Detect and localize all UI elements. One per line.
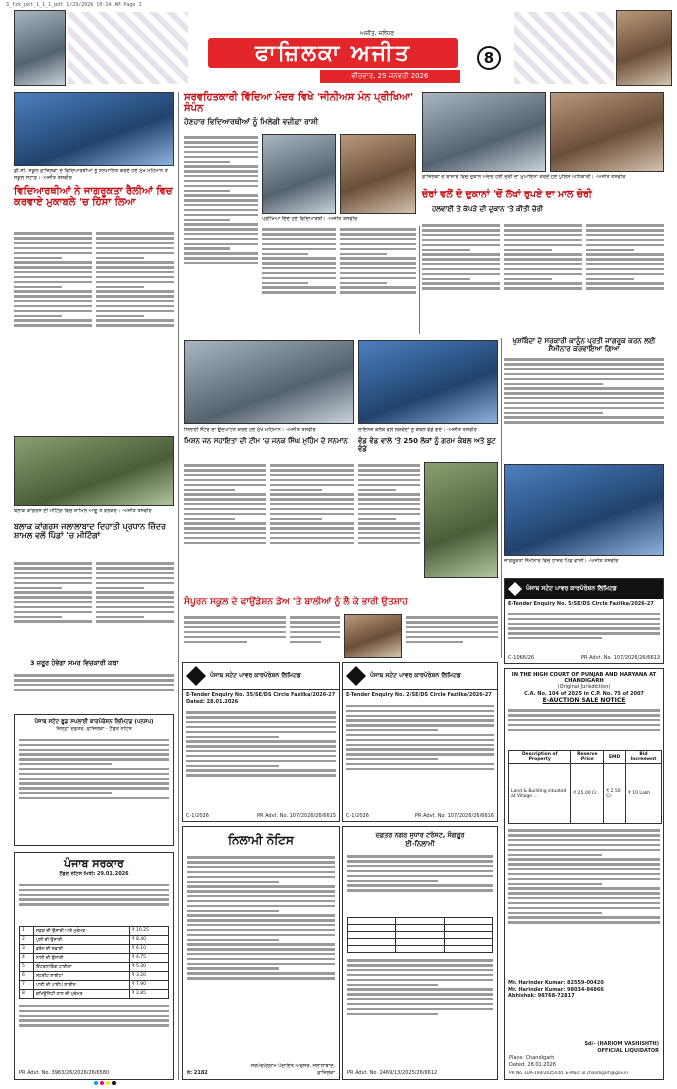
shop-theft-body-col2 (504, 222, 582, 330)
pspcl-left-adv: PR Advt. No. 107/2026/26/6615 (257, 812, 336, 819)
genius-exam-headline: ਸਰਵਹਿਤਕਾਰੀ ਵਿੱਦਿਆ ਮੰਦਰ ਵਿਖੇ 'ਜੀਨੀਅਸ ਮੰਨ ਪ੍ਰੀਖਿਆ' ਸੰਪੰਨ (184, 92, 414, 114)
pspcl-center-code: C-1/2026 (346, 812, 369, 819)
registration-magenta-dot (100, 1081, 104, 1085)
nilami-title: ਨਿਲਾਮੀ ਨੋਟਿਸ (228, 833, 294, 847)
clock-tower-illustration (14, 10, 66, 86)
pspcl-top-right-code: C-1066/26 (508, 654, 535, 661)
school-foundation-body-col1 (184, 614, 286, 658)
registration-yellow-dot (106, 1081, 110, 1085)
sewing-centre-caption: ਸਿਲਾਈ ਸੈਂਟਰ ਦਾ ਉਦਘਾਟਨ ਕਰਦੇ ਹੋਏ ਮੁੱਖ ਮਹਿਮਾਨ। -ਅਜੀਤ ਤਸਵੀਰ (184, 427, 316, 433)
notice-left-title: ਪੰਜਾਬ ਸਟੇਟ ਫੂਡ ਸਪਲਾਈ ਕਾਰਪੋਰੇਸ਼ਨ ਲਿਮਿਟਡ (ਪਨਸਪ) (34, 719, 154, 725)
pspcl-top-right-title: ਪੰਜਾਬ ਸਟੇਟ ਪਾਵਰ ਕਾਰਪੋਰੇਸ਼ਨ ਲਿਮਿਟਡ (526, 585, 617, 592)
notice-left-subtitle: ਜ਼ਿਲ੍ਹਾ ਦਫ਼ਤਰ, ਫ਼ਾਜ਼ਿਲਕਾ - ਟੈਂਡਰ ਨੋਟਿਸ (56, 726, 132, 732)
blanket-distribution-photo (358, 340, 498, 424)
table-cell: 8 (20, 989, 34, 998)
masthead-date: ਵੀਰਵਾਰ, 29 ਜਨਵਰੀ 2026 (320, 70, 460, 83)
high-court-signatory-title: OFFICIAL LIQUIDATOR (597, 1047, 659, 1054)
table-header: Reserve Price (571, 751, 604, 764)
high-court-case-no: C.A. No. 104 of 2025 in C.P. No. 75 of 2007 (524, 690, 644, 697)
masthead-decoration-right (514, 12, 614, 84)
table-cell: ₹ 6.10 (129, 944, 168, 953)
high-court-property-table (508, 750, 662, 824)
exam-hall-photo-1 (262, 134, 336, 214)
table-cell: ₹ 2.85 (129, 989, 168, 998)
sewing-centre-photo (184, 340, 354, 424)
masthead (200, 30, 470, 86)
table-cell: ਸਟਰੀਟ ਲਾਈਟਾਂ (33, 971, 129, 980)
pspcl-left-code: C-1/2026 (186, 812, 209, 819)
students-photo-caption: ਡੀ.ਸੀ. ਸਕੂਲ ਫ਼ਾਜ਼ਿਲਕਾ ਦੇ ਵਿਦਿਆਰਥੀਆਂ ਨੂੰ ਸਨਮਾਨਿਤ ਕਰਦੇ ਹੋਏ ਮੁੱਖ ਮਹਿਮਾਨ ਤੇ ਸਕੂਲ ਸਟਾਫ਼। -ਅਜੀਤ ਤਸਵੀਰ (14, 168, 168, 181)
high-court-contact-1: Mr. Harinder Kumar: 82559-00420 (508, 980, 604, 986)
page-number: 8 (477, 46, 501, 70)
sewing-centre-body-col2 (270, 462, 354, 592)
table-cell: ਕਮਿਊਨਿਟੀ ਹਾਲ ਦੀ ਮੁਰੰਮਤ (33, 989, 129, 998)
page-slug: 3_fzk_pkt_1_1_1_pdf 1/29/2026 10:14 AM Page 1 (6, 2, 142, 8)
table-cell: 5 (20, 962, 34, 971)
high-court-title: IN THE HIGH COURT OF PUNJAB AND HARYANA AT CHANDIGARH (511, 672, 657, 684)
pspcl-center-title: ਪੰਜਾਬ ਸਟੇਟ ਪਾਵਰ ਕਾਰਪੋਰੇਸ਼ਨ ਲਿਮਿਟਡ (370, 672, 461, 679)
pspcl-ad-right-top (504, 578, 664, 664)
shop-theft-caption: ਫ਼ਾਜ਼ਿਲਕਾ ਦੇ ਬਾਜ਼ਾਰ ਵਿਚ ਦੁਕਾਨ ਅੰਦਰ ਹੋਈ ਚੋਰੀ ਦਾ ਮੁਆਇਨਾ ਕਰਦੇ ਹੋਏ ਪੁਲਿਸ ਅਧਿਕਾਰੀ। -ਅਜੀਤ ਤਸਵੀਰ (422, 174, 626, 180)
punjab-sarkar-terms (19, 1003, 169, 1043)
table-cell: ₹ 10 Lakh (625, 764, 661, 824)
punjab-sarkar-ad (14, 852, 174, 1080)
high-court-auction-ad (504, 668, 664, 1080)
table-row (20, 953, 169, 962)
shop-theft-headline: ਚੋਰਾਂ ਵਲੋਂ ਦੋ ਦੁਕਾਨਾਂ 'ਚੋਂ ਲੱਖਾਂ ਰੁਪਏ ਦਾ ਮਾਲ ਚੋਰੀ (422, 189, 592, 200)
congress-story-body-col1 (14, 560, 92, 656)
students-story-body-col2 (96, 230, 174, 380)
pspcl-ad-left (182, 662, 340, 822)
shop-theft-photo-2 (550, 92, 664, 172)
seminar-headline: ਖੁਸ਼ਬਿੰਦਾ ਦੇ ਸਰਕਾਰੀ ਕਾਨੂੰਨ ਪ੍ਰਤੀ ਜਾਗਰੂਕ ਕਰਨ ਲਈ ਸੈਮੀਨਾਰ ਕਰਵਾਇਆ ਗਿਆ (512, 337, 656, 353)
seminar-body (504, 356, 664, 460)
table-cell: 2 (20, 935, 34, 944)
high-court-signatory: Sd/- (HARIOM VASHISHTH) (584, 1040, 659, 1047)
registration-bar (0, 1077, 677, 1089)
table-cell: ₹ 10.25 (129, 926, 168, 935)
congress-subhead: 3 ਜ਼ਰੂਰ ਹੋਵੇਗਾ ਸਮਰ ਵਿਚਕਾਰੀ ਕਥਾ (30, 659, 119, 667)
high-court-contact-3: Abhishek: 98768-72817 (508, 993, 575, 999)
table-cell: ₹ 8.40 (129, 935, 168, 944)
table-row (20, 980, 169, 989)
improvement-trust-terms (347, 957, 493, 1047)
pspcl-logo-icon (346, 666, 366, 686)
notice-left-ad (14, 714, 174, 846)
monument-illustration (616, 10, 672, 86)
high-court-contact-2: Mr. Harinder Kumar: 98034-84866 (508, 986, 604, 993)
high-court-intro (508, 707, 660, 747)
punjab-sarkar-footer: PR Advt. No. 3963/26/2026/26/6580 (19, 1069, 110, 1076)
masthead-edition: ਅਜੀਤ, ਜਲੰਧਰ (360, 30, 395, 37)
students-rally-headline: ਵਿਦਿਆਰਥੀਆਂ ਨੇ ਜਾਗਰੂਕਤਾ ਰੈਲੀਆਂ ਵਿਚ ਕਰਵਾਏ ਮੁਕਾਬਲੇ 'ਚ ਹਿੱਸਾ ਲਿਆ (14, 186, 173, 208)
school-foundation-body-col3 (406, 614, 498, 658)
high-court-terms (508, 827, 660, 977)
exam-hall-photo-2 (340, 134, 416, 214)
masthead-decoration-left (68, 12, 188, 84)
table-row (20, 926, 169, 935)
high-court-notice-type: E-AUCTION SALE NOTICE (542, 697, 626, 704)
table-cell: 4 (20, 953, 34, 962)
seminar-photo (504, 464, 664, 556)
table-cell: ਪਾਣੀ ਦੀ ਪਾਈਪ ਲਾਈਨ (33, 980, 129, 989)
pspcl-left-title: ਪੰਜਾਬ ਸਟੇਟ ਪਾਵਰ ਕਾਰਪੋਰੇਸ਼ਨ ਲਿਮਿਟਡ (210, 672, 301, 679)
table-header: Description of Property (509, 751, 571, 764)
genius-exam-subheadline: ਹੋਣਹਾਰ ਵਿਦਿਆਰਥੀਆਂ ਨੂੰ ਮਿਲੇਗੀ ਵਜ਼ੀਫ਼ਾ ਰਾਸ਼ੀ (184, 117, 319, 126)
school-foundation-body-col2 (290, 614, 340, 658)
table-cell: ₹ 5.30 (129, 962, 168, 971)
table-cell: ਇੰਟਰਲਾਕਿੰਗ ਟਾਈਲਾਂ (33, 962, 129, 971)
improvement-trust-intro (347, 853, 493, 913)
improvement-trust-subtitle: ਈ-ਨਿਲਾਮੀ (405, 840, 435, 848)
table-cell: ਡਰੇਨ ਦੀ ਸਫ਼ਾਈ (33, 944, 129, 953)
high-court-adv: PR No. LUA-194/2025/Ltd. E-Mail: ol.chandigarh@gov.in (509, 1070, 629, 1076)
punjab-sarkar-title: ਪੰਜਾਬ ਸਰਕਾਰ (64, 857, 124, 870)
pspcl-left-tender: E-Tender Enquiry No. 35/SE/DS Circle Fazilka/2026-27 Dated: 28.01.2026 (186, 692, 336, 705)
genius-exam-body-col2 (262, 226, 336, 334)
blanket-body-col1 (358, 462, 420, 592)
school-foundation-photo (344, 614, 402, 658)
table-row (20, 944, 169, 953)
punjab-sarkar-intro (19, 882, 169, 922)
notice-left-body (19, 737, 169, 833)
table-cell: ₹ 2.50 Cr. (604, 764, 626, 824)
students-story-body-col1 (14, 230, 92, 380)
pspcl-top-right-body (508, 611, 660, 657)
pspcl-center-body (346, 703, 494, 811)
school-foundation-headline: ਸੰਪੂਰਨ ਸਕੂਲ ਦੇ ਫਾਉਂਡੇਸ਼ਨ ਡੇਅ 'ਤੇ ਬਾਲੀਆਂ ਨੂੰ ਲੈ ਕੇ ਭਾਰੀ ਉਤਸ਼ਾਹ (184, 597, 408, 607)
students-award-photo (14, 92, 174, 166)
nilami-body (187, 854, 335, 1050)
pspcl-center-adv: PR Advt. No. 107/2026/26/6616 (415, 812, 494, 819)
exam-photo-caption: ਪ੍ਰੀਖਿਆ ਦਿੰਦੇ ਹੋਏ ਵਿਦਿਆਰਥੀ। -ਅਜੀਤ ਤਸਵੀਰ (262, 216, 358, 222)
nilami-notice-ad (182, 826, 340, 1080)
nilami-ref: ਨੰ: 2182 (187, 1069, 208, 1076)
seminar-photo-caption: ਜਾਗਰੂਕਤਾ ਸੈਮੀਨਾਰ ਵਿਚ ਹਾਜ਼ਰ ਪਿੰਡ ਵਾਸੀ। -ਅਜੀਤ ਤਸਵੀਰ (504, 558, 619, 564)
congress-story-body-tail (14, 672, 174, 708)
table-cell: Land & Building situated at Village ... (509, 764, 571, 824)
table-cell: 6 (20, 971, 34, 980)
registration-black-dot (112, 1081, 116, 1085)
column-rule (178, 92, 179, 1080)
improvement-trust-ad (342, 826, 498, 1080)
genius-exam-body-col3 (340, 226, 416, 334)
blanket-distribution-caption: ਲਾਇਨਜ਼ ਕਲੱਬ ਵਲੋਂ ਲੋੜਵੰਦਾਂ ਨੂੰ ਕੰਬਲ ਵੰਡੇ ਗਏ। -ਅਜੀਤ ਤਸਵੀਰ (358, 427, 477, 433)
pspcl-logo-icon (508, 582, 522, 596)
table-cell: ₹ 4.75 (129, 953, 168, 962)
table-cell: 1 (20, 926, 34, 935)
congress-headline: ਬਲਾਕ ਕਾਂਗਰਸ ਜਲਾਲਾਬਾਦ ਦਿਹਾਤੀ ਪ੍ਰਧਾਨ ਜ਼ਿੰਦਰ ਸ਼ਾਮਲ ਵਲੋਂ ਪਿੰਡਾਂ 'ਚ ਮੀਟਿੰਗਾਂ (14, 522, 166, 540)
table-cell: ₹ 7.90 (129, 980, 168, 989)
table-header: EMD (604, 751, 626, 764)
registration-cyan-dot (94, 1081, 98, 1085)
table-cell: 3 (20, 944, 34, 953)
high-court-jurisdiction: (Original Jurisdiction) (557, 684, 611, 690)
pspcl-left-body (186, 709, 336, 817)
pspcl-top-right-adv: PR Advt. No. 107/2026/26/6613 (581, 654, 660, 661)
high-court-date: Dated: 28.01.2026 (509, 1061, 557, 1068)
table-cell: ₹ 25.00 Cr. (571, 764, 604, 824)
table-row (20, 935, 169, 944)
table-cell: ₹ 3.20 (129, 971, 168, 980)
table-row (20, 989, 169, 998)
improvement-trust-table (347, 917, 493, 953)
column-rule (419, 226, 420, 334)
congress-story-body-col2 (96, 560, 174, 656)
congress-meeting-photo (14, 436, 174, 506)
blanket-distribution-photo-2 (424, 462, 498, 578)
table-cell: 7 (20, 980, 34, 989)
table-header: Bid Increment (625, 751, 661, 764)
shop-theft-body-col1 (422, 222, 500, 330)
blanket-distribution-headline: ਵੰਡ ਵੰਡ ਵਾਲੇ 'ਤੇ 250 ਲੋਕਾਂ ਨੂੰ ਗਰਮ ਕੰਬਲ ਅਤੇ ਬੂਟ ਵੰਡੇ (358, 437, 496, 453)
pspcl-logo-icon (186, 666, 206, 686)
shop-theft-subheadline: ਹਲਵਾਈ ਤੇ ਕੱਪੜੇ ਦੀ ਦੁਕਾਨ 'ਤੇ ਕੀਤੀ ਚੋਰੀ (432, 205, 544, 213)
genius-exam-body-col1 (184, 134, 258, 334)
sewing-centre-headline: ਮਿਸ਼ਨ ਜਨ ਸਹਾਇਤਾ ਦੀ ਟੀਮ 'ਚ ਜਨਕ ਸਿੰਘ ਮੁਹਿੰਮ ਦੇ ਸਨਮਾਨ (184, 437, 348, 445)
table-row (20, 962, 169, 971)
pspcl-ad-center (342, 662, 498, 822)
table-cell: ਪੁਲੀ ਦੀ ਉਸਾਰੀ (33, 935, 129, 944)
table-cell: ਨਾਲੀ ਦੀ ਉਸਾਰੀ (33, 953, 129, 962)
shop-theft-body-col3 (586, 222, 664, 330)
pspcl-top-right-tender: E-Tender Enquiry No. 5/SE/DS Circle Fazilka/2026-27 (508, 601, 654, 607)
punjab-sarkar-tender-table (19, 926, 169, 999)
improvement-trust-title: ਦਫ਼ਤਰ ਨਗਰ ਸੁਧਾਰ ਟਰੱਸਟ, ਸੰਗਰੂਰ (375, 831, 465, 839)
masthead-title: ਫਾਜ਼ਿਲਕਾ ਅਜੀਤ (208, 38, 458, 68)
table-cell: ਸੜਕ ਦੀ ਉਸਾਰੀ ਅਤੇ ਮੁਰੰਮਤ (33, 926, 129, 935)
punjab-sarkar-subtitle: ਟੈਂਡਰ ਨੋਟਿਸ ਮਿਤੀ: 29.01.2026 (59, 871, 129, 877)
nilami-signatory: ਸਰਪੰਚ/ਗ੍ਰਾਮ ਪੰਚਾਇਤ ਅਫ਼ਸਰ, ਜਲਾਲਾਬਾਦ, ਫ਼ਾਜ਼ਿਲਕਾ (250, 1063, 335, 1076)
shop-theft-photo-1 (422, 92, 546, 172)
sewing-centre-body-col1 (184, 462, 266, 592)
table-row (20, 971, 169, 980)
pspcl-center-tender: E-Tender Enquiry No. 2/SE/DS Circle Fazilka/2026-27 (346, 692, 492, 698)
high-court-place: Place: Chandigarh (509, 1054, 555, 1061)
column-rule (501, 338, 502, 658)
congress-photo-caption: ਬਲਾਕ ਕਾਂਗਰਸ ਦੀ ਮੀਟਿੰਗ ਵਿਚ ਸ਼ਾਮਿਲ ਆਗੂ ਤੇ ਵਰਕਰ। -ਅਜੀਤ ਤਸਵੀਰ (14, 508, 152, 514)
improvement-trust-footer: PR Advt. No. 2469/13/2025/26/6612 (347, 1069, 438, 1076)
